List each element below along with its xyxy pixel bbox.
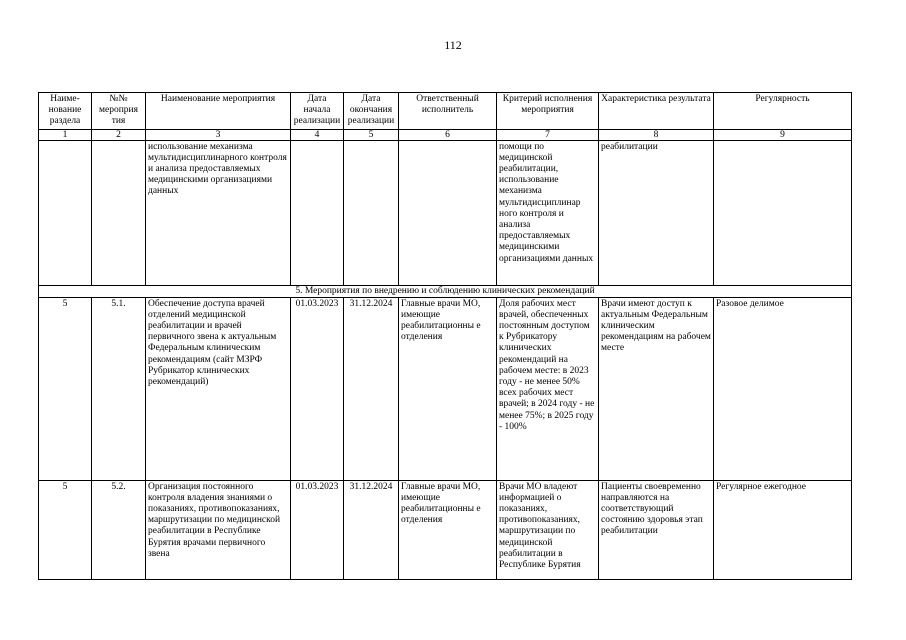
- header-criterion: Критерий исполнения мероприятия: [497, 93, 599, 130]
- column-number: 4: [291, 129, 344, 140]
- cell-regularity: Разовое делимое: [714, 297, 852, 480]
- cell-criterion: помощи по медицинской реабилитации, использование механизма мультидисциплинар ного контроля и анализа предоставляемых медицинскими организациями данных: [497, 140, 599, 285]
- measures-table: [38, 92, 852, 580]
- header-start-date: Дата начала реализации: [291, 93, 344, 130]
- header-section: Наиме-нование раздела: [39, 93, 92, 130]
- section-title-row: [39, 285, 852, 297]
- column-number: 7: [497, 129, 599, 140]
- cell-name: Обеспечение доступа врачей отделений медицинской реабилитации и врачей первичного звена к актуальным Федеральным клиническим рекомендациям (сайт МЗРФ Рубрикатор клинических рекомендаций): [146, 297, 291, 480]
- cell-name: использование механизма мультидисциплинарного контроля и анализа предоставляемых медицинскими организациями данных: [146, 140, 291, 285]
- table-row-continuation: [39, 140, 852, 285]
- column-number: 3: [146, 129, 291, 140]
- column-numbers-row: [39, 129, 852, 140]
- cell-responsible: Главные врачи МО, имеющие реабилитационны е отделения: [399, 480, 497, 579]
- cell-section: 5: [39, 297, 92, 480]
- cell-regularity: Регулярное ежегодное: [714, 480, 852, 579]
- column-number: 9: [714, 129, 852, 140]
- cell-number: 5.1.: [92, 297, 146, 480]
- cell-number: 5.2.: [92, 480, 146, 579]
- cell-regularity: [714, 140, 852, 285]
- cell-start-date: 01.03.2023: [291, 297, 344, 480]
- section-title: 5. Мероприятия по внедрению и соблюдению клинических рекомендаций: [39, 285, 852, 297]
- cell-criterion: Врачи МО владеют информацией о показаниях, противопоказаниях, маршрутизации по медицинской реабилитации в Республике Бурятия: [497, 480, 599, 579]
- table-header-row: [39, 93, 852, 130]
- header-end-date: Дата окончания реализации: [344, 93, 399, 130]
- cell-name: Организация постоянного контроля владения знаниями о показаниях, противопоказаниях, маршрутизации по медицинской реабилитации в Республике Бурятия врачами первичного звена: [146, 480, 291, 579]
- header-responsible: Ответственный исполнитель: [399, 93, 497, 130]
- header-name: Наименование мероприятия: [146, 93, 291, 130]
- column-number: 8: [599, 129, 714, 140]
- cell-end-date: 31.12.2024: [344, 297, 399, 480]
- column-number: 1: [39, 129, 92, 140]
- header-result: Характеристика результата: [599, 93, 714, 130]
- page-number: 112: [444, 38, 462, 52]
- column-number: 5: [344, 129, 399, 140]
- table-row: [39, 297, 852, 480]
- cell-result: Пациенты своевременно направляются на соответствующий состоянию здоровья этап реабилитации: [599, 480, 714, 579]
- cell-start-date: 01.03.2023: [291, 480, 344, 579]
- cell-section: 5: [39, 480, 92, 579]
- cell-criterion: Доля рабочих мест врачей, обеспеченных постоянным доступом к Рубрикатору клинических рекомендаций на рабочем месте: в 2023 году - не менее 50% всех рабочих мест врачей; в 2024 году - не менее 75%; в 2025 году - 100%: [497, 297, 599, 480]
- cell-responsible: [399, 140, 497, 285]
- cell-end-date: 31.12.2024: [344, 480, 399, 579]
- cell-responsible: Главные врачи МО, имеющие реабилитационны е отделения: [399, 297, 497, 480]
- cell-end-date: [344, 140, 399, 285]
- cell-result: реабилитации: [599, 140, 714, 285]
- header-regularity: Регулярность: [714, 93, 852, 130]
- column-number: 6: [399, 129, 497, 140]
- cell-result: Врачи имеют доступ к актуальным Федеральным клиническим рекомендациям на рабочем месте: [599, 297, 714, 480]
- table-row: [39, 480, 852, 579]
- cell-start-date: [291, 140, 344, 285]
- header-number: №№ мероприя тия: [92, 93, 146, 130]
- cell-section: [39, 140, 92, 285]
- column-number: 2: [92, 129, 146, 140]
- cell-number: [92, 140, 146, 285]
